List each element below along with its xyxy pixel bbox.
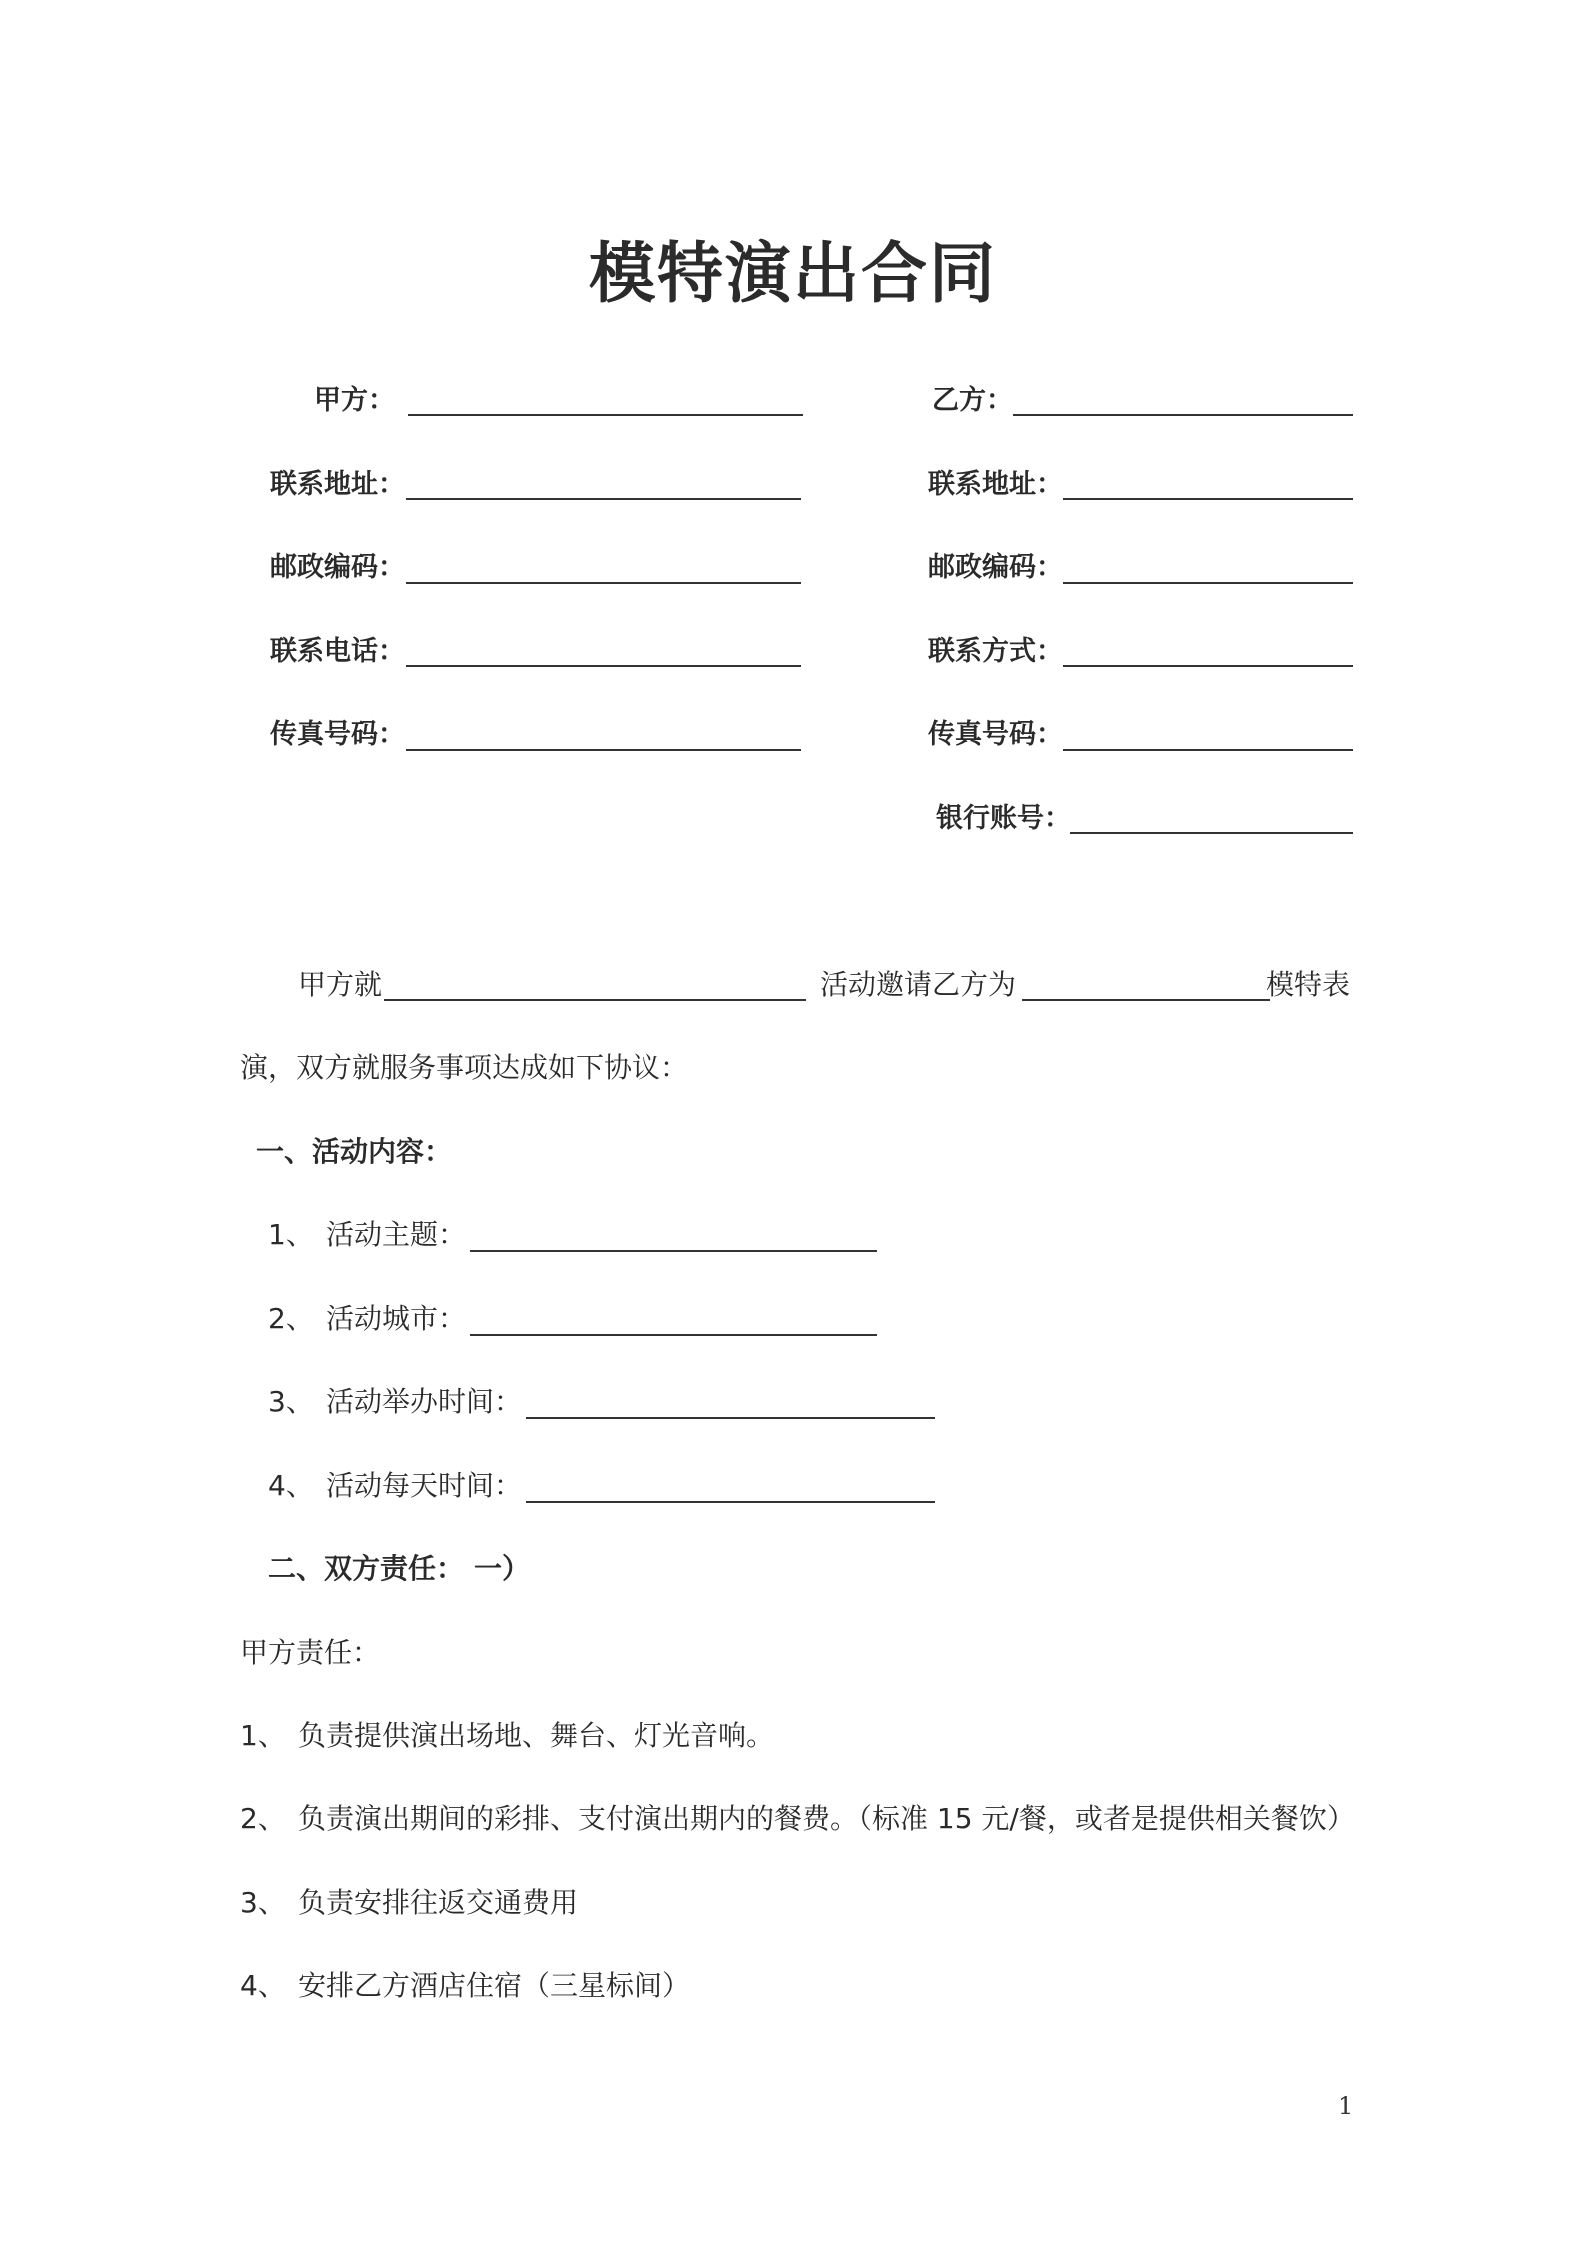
party-a-name-label: 甲方： [314,385,395,416]
duty-item-text: 安排乙方酒店住宿（三星标间） [298,1969,691,2002]
activity-date-field[interactable] [526,1417,935,1419]
duty-item-num: 4、 [240,1969,286,2002]
party-a-postcode-label: 邮政编码： [270,552,405,583]
party-a-fax-field[interactable] [406,749,801,751]
section1-item-label: 活动主题： [326,1218,467,1251]
party-b-postcode-field[interactable] [1063,582,1353,584]
activity-theme-field[interactable] [470,1250,877,1252]
party-b-name-field[interactable] [1013,414,1353,416]
party-a-address-label: 联系地址： [270,469,405,500]
section1-item-label: 活动每天时间： [326,1469,523,1502]
party-b-fax-label: 传真号码： [928,719,1063,750]
duty-item-text: 负责安排往返交通费用 [298,1886,579,1919]
duty-item-num: 3、 [240,1886,286,1919]
party-b-bank-field[interactable] [1070,832,1353,834]
party-b-contact-label: 联系方式： [928,636,1063,667]
activity-city-field[interactable] [470,1334,877,1336]
section2-heading: 二、双方责任： [268,1552,465,1585]
party-b-address-field[interactable] [1063,498,1353,500]
section1-item-num: 1、 [268,1218,314,1251]
model-count-field[interactable] [1022,999,1270,1001]
intro-part1: 甲方就 [298,968,383,1001]
event-name-field[interactable] [384,999,806,1001]
section1-item-label: 活动举办时间： [326,1385,523,1418]
intro-line2: 演，双方就服务事项达成如下协议： [240,1051,689,1084]
duty-item-num: 1、 [240,1719,286,1752]
page-title: 模特演出合同 [589,235,997,312]
duty-item-text: 负责提供演出场地、舞台、灯光音响。 [298,1719,775,1752]
party-b-bank-label: 银行账号： [936,803,1071,834]
activity-daily-time-field[interactable] [526,1501,935,1503]
intro-part2: 活动邀请乙方为 [820,968,1017,1001]
party-a-duties-heading: 甲方责任： [240,1636,381,1669]
page-number: 1 [1338,2092,1354,2120]
section1-heading: 一、活动内容： [256,1135,453,1168]
party-b-contact-field[interactable] [1063,665,1353,667]
party-a-fax-label: 传真号码： [270,719,405,750]
section1-item-label: 活动城市： [326,1302,467,1335]
party-b-name-label: 乙方： [932,385,1013,416]
party-a-name-field[interactable] [408,414,803,416]
party-b-address-label: 联系地址： [928,469,1063,500]
party-a-phone-label: 联系电话： [270,636,405,667]
party-b-fax-field[interactable] [1063,749,1353,751]
section1-item-num: 4、 [268,1469,314,1502]
party-b-postcode-label: 邮政编码： [928,552,1063,583]
section1-item-num: 2、 [268,1302,314,1335]
section1-item-num: 3、 [268,1385,314,1418]
party-a-postcode-field[interactable] [406,582,801,584]
section2-sub: 一） [474,1552,531,1585]
party-a-phone-field[interactable] [406,665,801,667]
duty-item-text: 负责演出期间的彩排、支付演出期内的餐费。（标准 15 元/餐，或者是提供相关餐饮） [298,1802,1355,1835]
party-a-address-field[interactable] [406,498,801,500]
intro-part3: 模特表 [1266,968,1351,1001]
duty-item-num: 2、 [240,1802,286,1835]
